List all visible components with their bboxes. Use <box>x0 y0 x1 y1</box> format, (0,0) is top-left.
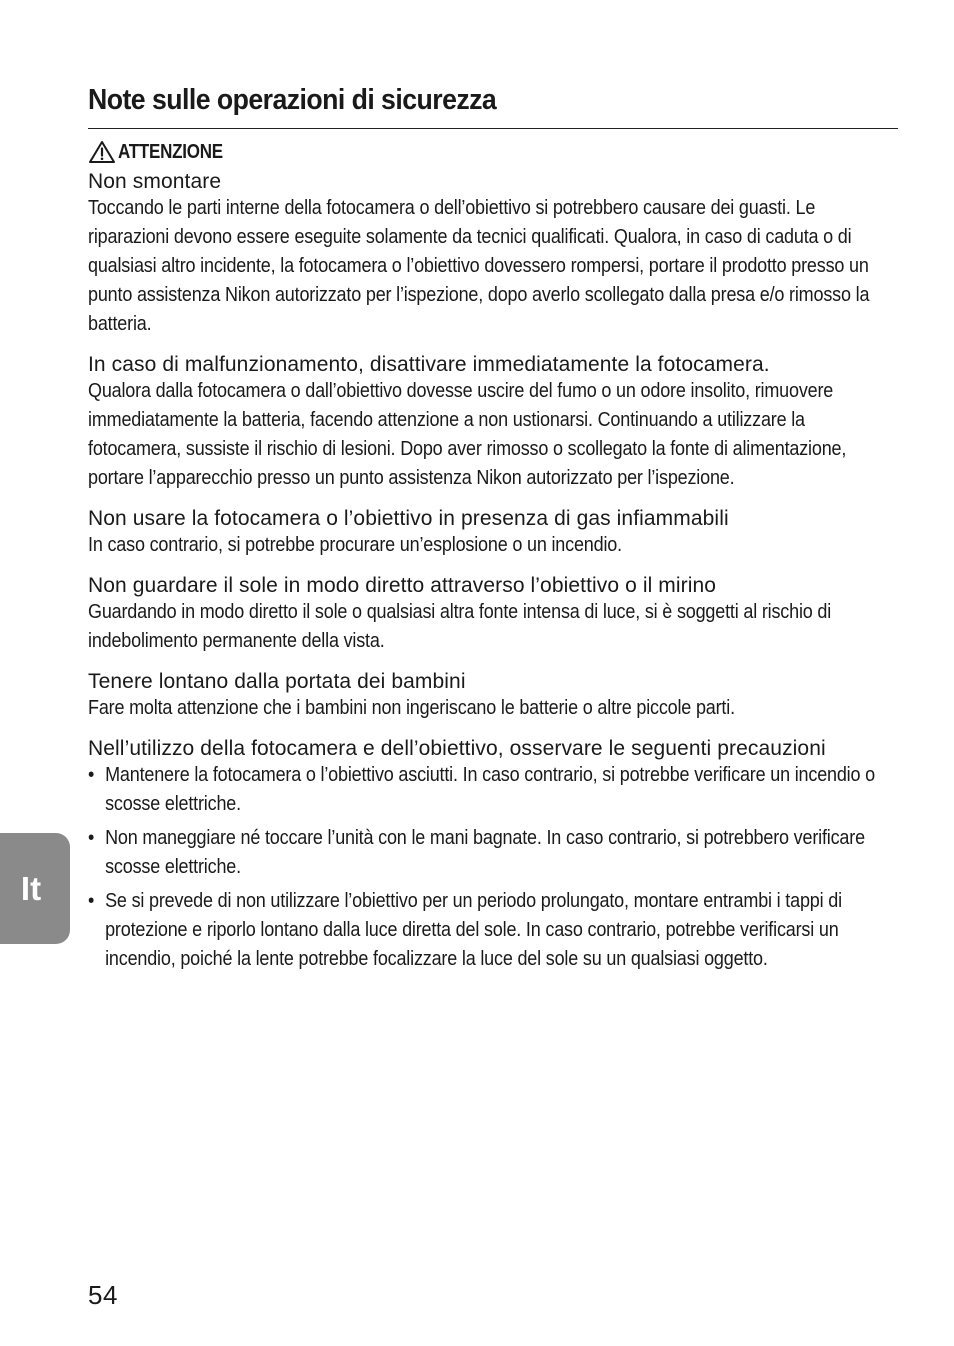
section-heading: Non smontare <box>88 170 222 193</box>
section-precautions <box>88 737 898 974</box>
section-heading: Non usare la fotocamera o l’obiettivo in presenza di gas infiammabili <box>88 507 729 530</box>
section-children <box>88 670 898 723</box>
section-malfunction <box>88 353 898 493</box>
section-flammable-gas <box>88 507 898 560</box>
list-item: • Mantenere la fotocamera o l’obiettivo asciutti. In caso contrario, si potrebbe verificare un incendio o scosse elettriche. <box>88 761 897 819</box>
language-tab-label: It <box>20 869 42 907</box>
section-body: Toccando le parti interne della fotocamera o dell’obiettivo si potrebbero causare dei guasti. Le riparazioni devono essere eseguite solamente da tecnici qualificati. Qualora, in caso di caduta o di qualsiasi altro incidente, la fotocamera o l’obiettivo dovessero rompersi, portare il prodotto presso un punto assistenza Nikon autorizzato per l’ispezione, dopo averlo scollegato dalla presa e/o rimosso la batteria. <box>88 197 870 335</box>
section-heading: Non guardare il sole in modo diretto attraverso l’obiettivo o il mirino <box>88 574 717 597</box>
precautions-list <box>88 761 898 974</box>
section-body: In caso contrario, si potrebbe procurare un’esplosione o un incendio. <box>88 534 622 556</box>
list-item: • Non maneggiare né toccare l’unità con le mani bagnate. In caso contrario, si potrebbero verificare scosse elettriche. <box>88 824 897 882</box>
language-tab <box>0 833 70 944</box>
section-body: Qualora dalla fotocamera o dall’obiettivo dovesse uscire del fumo o un odore insolito, rimuovere immediatamente la batteria, facendo attenzione a non ustionarsi. Continuando a utilizzare la fotocamera, sussiste il rischio di lesioni. Dopo aver rimosso o scollegato la fonte di alimentazione, portare l’apparecchio presso un punto assistenza Nikon autorizzato per l’ispezione. <box>88 380 847 489</box>
safety-notes <box>88 170 898 974</box>
section-heading: Tenere lontano dalla portata dei bambini <box>88 670 466 693</box>
section-heading: In caso di malfunzionamento, disattivare immediatamente la fotocamera. <box>88 353 770 376</box>
section-body: Guardando in modo diretto il sole o qualsiasi altra fonte intensa di luce, si è soggetti al rischio di indebolimento permanente della vista. <box>88 601 832 652</box>
warning-triangle-icon <box>88 140 116 164</box>
title-divider <box>88 128 898 129</box>
list-item: • Se si prevede di non utilizzare l’obiettivo per un periodo prolungato, montare entrambi i tappi di protezione e riporlo lontano dalla luce diretta del sole. In caso contrario, potrebbe verificarsi un incendio, poiché la lente potrebbe focalizzare la luce del sole su un qualsiasi oggetto. <box>88 887 897 974</box>
section-sun <box>88 574 898 656</box>
warning-header <box>88 139 241 165</box>
page-title: Note sulle operazioni di sicurezza <box>88 84 497 116</box>
section-disassembly <box>88 170 898 339</box>
warning-label: ATTENZIONE <box>118 140 223 163</box>
section-heading: Nell’utilizzo della fotocamera e dell’obiettivo, osservare le seguenti precauzioni <box>88 737 826 760</box>
page-number: 54 <box>88 1280 118 1310</box>
section-body: Fare molta attenzione che i bambini non ingeriscano le batterie o altre piccole parti. <box>88 697 735 719</box>
